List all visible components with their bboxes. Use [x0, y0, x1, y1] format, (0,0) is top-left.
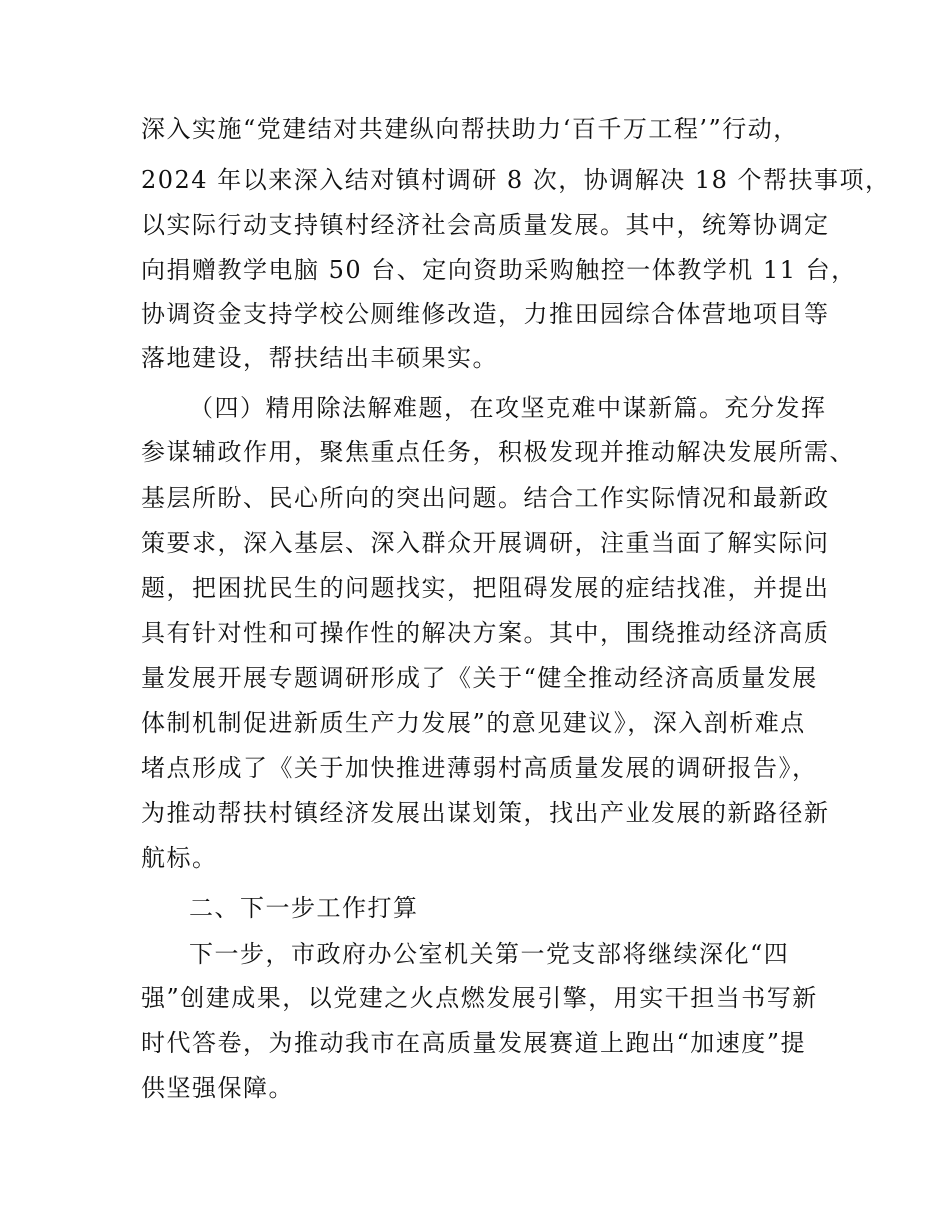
paragraph-1-line-4: 向捐赠教学电脑 50 台、定向资助采购触控一体教学机 11 台，	[141, 256, 857, 284]
paragraph-2-line-5: 题，把困扰民生的问题找实，把阻碍发展的症结找准，并提出	[141, 574, 830, 602]
paragraph-3-line-3: 时代答卷，为推动我市在高质量发展赛道上跑出“加速度”提	[141, 1029, 807, 1057]
paragraph-2-line-1: （四）精用除法解难题，在攻坚克难中谋新篇。充分发挥	[189, 394, 827, 422]
paragraph-2-line-2: 参谋辅政作用，聚焦重点任务，积极发现并推动解决发展所需、	[141, 438, 855, 466]
paragraph-1-line-3: 以实际行动支持镇村经济社会高质量发展。其中，统筹协调定	[141, 211, 830, 239]
paragraph-3-line-1: 下一步，市政府办公室机关第一党支部将继续深化“四	[189, 940, 790, 968]
paragraph-3-line-2: 强”创建成果，以党建之火点燃发展引擎，用实干担当书写新	[141, 984, 818, 1012]
paragraph-1-line-1: 深入实施“党建结对共建纵向帮扶助力‘百千万工程’”行动，	[141, 115, 799, 143]
paragraph-1-line-5: 协调资金支持学校公厕维修改造，力推田园综合体营地项目等	[141, 300, 830, 328]
paragraph-2-line-4: 策要求，深入基层、深入群众开展调研，注重当面了解实际问	[141, 529, 830, 557]
paragraph-2-line-11: 航标。	[141, 844, 218, 872]
paragraph-2-line-7: 量发展开展专题调研形成了《关于“健全推动经济高质量发展	[141, 664, 818, 692]
paragraph-2-line-6: 具有针对性和可操作性的解决方案。其中，围绕推动经济高质	[141, 619, 830, 647]
paragraph-2-line-10: 为推动帮扶村镇经济发展出谋划策，找出产业发展的新路径新	[141, 799, 830, 827]
paragraph-1-line-2: 2024 年以来深入结对镇村调研 8 次，协调解决 18 个帮扶事项，	[141, 166, 891, 194]
paragraph-2-line-9: 堵点形成了《关于加快推进薄弱村高质量发展的调研报告》，	[141, 754, 818, 782]
paragraph-2-line-3: 基层所盼、民心所向的突出问题。结合工作实际情况和最新政	[141, 484, 830, 512]
paragraph-3-line-4: 供坚强保障。	[141, 1074, 294, 1102]
section-heading: 二、下一步工作打算	[189, 894, 419, 922]
paragraph-2-line-8: 体制机制促进新质生产力发展”的意见建议》，深入剖析难点	[141, 709, 806, 737]
paragraph-1-line-6: 落地建设，帮扶结出丰硕果实。	[141, 344, 498, 372]
